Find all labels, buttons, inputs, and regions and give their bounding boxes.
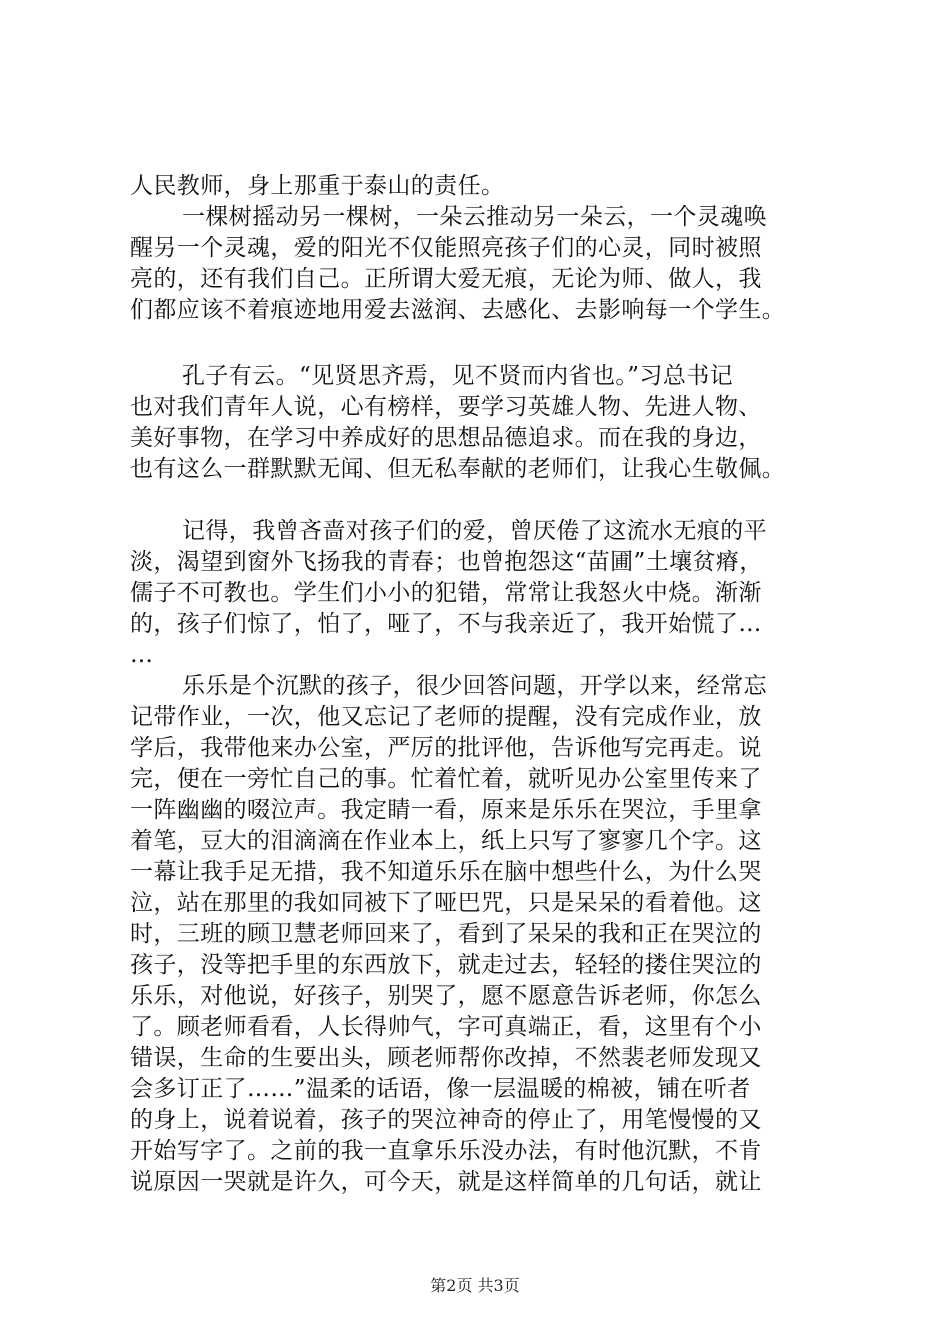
text-line: 一幕让我手足无措，我不知道乐乐在脑中想些什么，为什么哭: [130, 859, 762, 885]
text-line: 乐乐是个沉默的孩子，很少回答问题，开学以来，经常忘: [182, 673, 767, 699]
text-line: 的身上，说着说着，孩子的哭泣神奇的停止了，用笔慢慢的又: [130, 1107, 762, 1133]
text-line: 泣，站在那里的我如同被下了哑巴咒，只是呆呆的看着他。这: [130, 890, 762, 916]
text-line: 乐乐，对他说，好孩子，别哭了，愿不愿意告诉老师，你怎么: [130, 983, 762, 1009]
text-line: 孩子，没等把手里的东西放下，就走过去，轻轻的搂住哭泣的: [130, 952, 762, 978]
text-line: 时，三班的顾卫慧老师回来了，看到了呆呆的我和正在哭泣的: [130, 921, 762, 947]
text-line: …: [130, 642, 154, 668]
text-line: 一棵树摇动另一棵树，一朵云推动另一朵云，一个灵魂唤: [182, 204, 767, 230]
text-line: 了。顾老师看看，人长得帅气，字可真端正，看，这里有个小: [130, 1014, 762, 1040]
text-line: 醒另一个灵魂，爱的阳光不仅能照亮孩子们的心灵，同时被照: [130, 235, 762, 261]
text-line: 儒子不可教也。学生们小小的犯错，常常让我怒火中烧。渐渐: [130, 580, 762, 606]
paragraph-love-spirit: [130, 202, 830, 326]
text-line: 美好事物，在学习中养成好的思想品德追求。而在我的身边，: [130, 425, 762, 451]
paragraph-remember: [130, 516, 830, 671]
text-line: 孔子有云。“见贤思齐焉，见不贤而内省也。”习总书记: [182, 363, 734, 389]
paragraph-confucius: [130, 361, 830, 485]
text-line: 说原因一哭就是许久，可今天，就是这样简单的几句话，就让: [130, 1169, 762, 1195]
text-line: 着笔，豆大的泪滴滴在作业本上，纸上只写了寥寥几个字。这: [130, 828, 762, 854]
text-line: 的，孩子们惊了，怕了，哑了，不与我亲近了，我开始慌了…: [130, 611, 762, 637]
text-line: 也对我们青年人说，心有榜样，要学习英雄人物、先进人物、: [130, 394, 762, 420]
text-line: 完，便在一旁忙自己的事。忙着忙着，就听见办公室里传来了: [130, 766, 762, 792]
text-line: 也有这么一群默默无闻、但无私奉献的老师们，让我心生敬佩。: [130, 456, 786, 482]
text-line: 错误，生命的生要出头，顾老师帮你改掉，不然裴老师发现又: [130, 1045, 762, 1071]
paragraph-lele-story: [130, 671, 830, 1198]
text-line: 学后，我带他来办公室，严厉的批评他，告诉他写完再走。说: [130, 735, 762, 761]
text-line: 人民教师，身上那重于泰山的责任。: [130, 173, 505, 199]
text-line: 开始写字了。之前的我一直拿乐乐没办法，有时他沉默，不肯: [130, 1138, 762, 1164]
text-line: 们都应该不着痕迹地用爱去滋润、去感化、去影响每一个学生。: [130, 297, 786, 323]
text-line: 会多订正了……”温柔的话语，像一层温暖的棉被，铺在听者: [130, 1076, 751, 1102]
text-line: 亮的，还有我们自己。正所谓大爱无痕，无论为师、做人，我: [130, 266, 762, 292]
text-line: 记得，我曾吝啬对孩子们的爱，曾厌倦了这流水无痕的平: [182, 518, 767, 544]
text-line: 记带作业，一次，他又忘记了老师的提醒，没有完成作业，放: [130, 704, 762, 730]
text-line: 一阵幽幽的啜泣声。我定睛一看，原来是乐乐在哭泣，手里拿: [130, 797, 762, 823]
page-number-footer: 第2页 共3页: [430, 1276, 520, 1295]
text-line: 淡，渴望到窗外飞扬我的青春；也曾抱怨这“苗圃”土壤贫瘠，: [130, 549, 763, 575]
paragraph-continuation: [130, 171, 830, 202]
